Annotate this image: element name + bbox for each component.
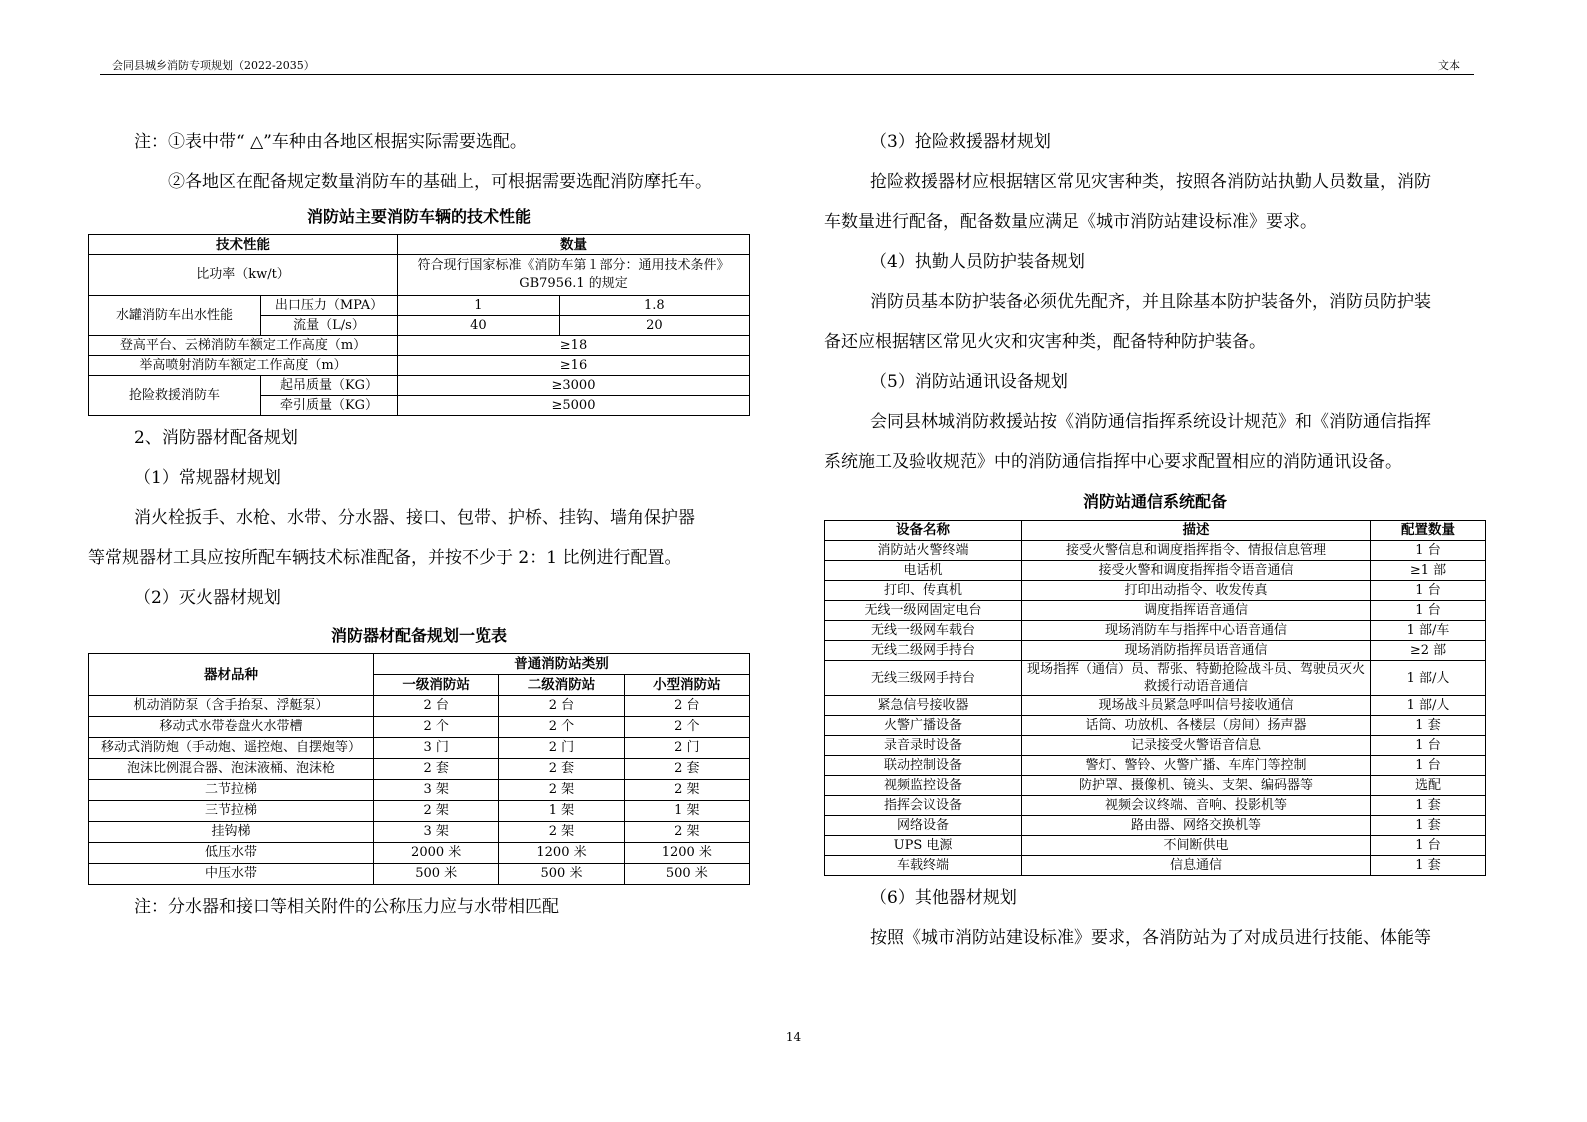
page-header: [100, 56, 1474, 75]
level1-qty: 2 个: [374, 717, 499, 738]
device-name: 无线三级网手持台: [825, 661, 1022, 696]
tow-label: 牵引质量（KG）: [261, 396, 398, 416]
table3-title: 消防站通信系统配备: [1082, 492, 1227, 511]
table-row: [825, 856, 1486, 876]
device-name: 消防站火警终端: [825, 541, 1022, 561]
section-2-2: （2）灭火器材规划: [134, 588, 281, 608]
para-3b: 车数量进行配备，配备数量应满足《城市消防站建设标准》要求。: [824, 212, 1317, 232]
device-qty: 1 部/人: [1371, 696, 1486, 716]
small-qty: 2 台: [624, 696, 749, 717]
equipment-name: 挂钩梯: [89, 822, 374, 843]
note-2: ②各地区在配备规定数量消防车的基础上，可根据需要选配消防摩托车。: [168, 172, 712, 192]
para-3a: 抢险救援器材应根据辖区常见灾害种类，按照各消防站执勤人员数量，消防: [870, 172, 1431, 192]
equipment-name: 移动式水带卷盘火水带槽: [89, 717, 374, 738]
table1-header-quantity: 数量: [398, 235, 750, 255]
device-qty: 1 部/人: [1371, 661, 1486, 696]
device-name: 网络设备: [825, 816, 1022, 836]
header-label: 文本: [1438, 59, 1460, 72]
level1-qty: 2 架: [374, 801, 499, 822]
table-row: [825, 561, 1486, 581]
device-desc: 接受火警信息和调度指挥指令、情报信息管理: [1022, 541, 1371, 561]
left-column: [88, 122, 750, 927]
device-name: 车载终端: [825, 856, 1022, 876]
small-qty: 500 米: [624, 864, 749, 885]
device-qty: 1 台: [1371, 601, 1486, 621]
level1-qty: 2000 米: [374, 843, 499, 864]
table2-header-level2: 二级消防站: [499, 675, 624, 696]
table2-header-small: 小型消防站: [624, 675, 749, 696]
para-4b: 备还应根据辖区常见火灾和灾害种类，配备特种防护装备。: [824, 332, 1266, 352]
table-row: [825, 816, 1486, 836]
device-name: 无线二级网手持台: [825, 641, 1022, 661]
table-row: [825, 696, 1486, 716]
device-name: UPS 电源: [825, 836, 1022, 856]
small-qty: 2 套: [624, 759, 749, 780]
table-row: [825, 756, 1486, 776]
table-row: [89, 843, 750, 864]
table-row: [89, 822, 750, 843]
equipment-name: 机动消防泵（含手抬泵、浮艇泵）: [89, 696, 374, 717]
section-6: （6）其他器材规划: [870, 888, 1017, 908]
table3-header-qty: 配置数量: [1371, 521, 1486, 541]
device-desc: 现场指挥（通信）员、帮张、特勤抢险战斗员、驾驶员灭火救援行动语音通信: [1022, 661, 1371, 696]
para-5a: 会同县林城消防救援站按《消防通信指挥系统设计规范》和《消防通信指挥: [870, 412, 1431, 432]
device-desc: 调度指挥语音通信: [1022, 601, 1371, 621]
device-desc: 路由器、网络交换机等: [1022, 816, 1371, 836]
small-qty: 2 架: [624, 822, 749, 843]
table-row: [89, 759, 750, 780]
level2-qty: 2 台: [499, 696, 624, 717]
equipment-name: 低压水带: [89, 843, 374, 864]
level2-qty: 2 架: [499, 822, 624, 843]
level1-qty: 500 米: [374, 864, 499, 885]
table-row: [825, 836, 1486, 856]
communication-table: [824, 520, 1486, 876]
rescue-label: 抢险救援消防车: [89, 376, 261, 416]
header-title: 会同县城乡消防专项规划（2022-2035）: [112, 59, 315, 72]
section-2: 2、消防器材配备规划: [134, 428, 298, 448]
device-name: 紧急信号接收器: [825, 696, 1022, 716]
device-qty: 1 套: [1371, 856, 1486, 876]
device-qty: ≥2 部: [1371, 641, 1486, 661]
para-6: 按照《城市消防站建设标准》要求，各消防站为了对成员进行技能、体能等: [870, 928, 1431, 948]
table-row: [89, 864, 750, 885]
section-3: （3）抢险救援器材规划: [870, 132, 1051, 152]
device-qty: 1 套: [1371, 716, 1486, 736]
small-qty: 2 门: [624, 738, 749, 759]
table-row: [825, 581, 1486, 601]
device-desc: 接受火警和调度指挥指令语音通信: [1022, 561, 1371, 581]
device-desc: 记录接受火警语音信息: [1022, 736, 1371, 756]
para-4a: 消防员基本防护装备必须优先配齐，并且除基本防护装备外，消防员防护装: [870, 292, 1431, 312]
spray-value: ≥16: [398, 356, 750, 376]
table-row: [89, 780, 750, 801]
table-row: [89, 717, 750, 738]
note-1: 注：①表中带“ △”车种由各地区根据实际需要选配。: [134, 132, 527, 152]
device-desc: 视频会议终端、音响、投影机等: [1022, 796, 1371, 816]
device-desc: 现场消防车与指挥中心语音通信: [1022, 621, 1371, 641]
power-value: 符合现行国家标准《消防车第１部分：通用技术条件》GB7956.1 的规定: [398, 255, 750, 296]
level2-qty: 2 个: [499, 717, 624, 738]
small-qty: 1200 米: [624, 843, 749, 864]
device-qty: 1 台: [1371, 541, 1486, 561]
communication-table-body: [825, 541, 1486, 876]
table2-header-item: 器材品种: [89, 654, 374, 696]
pressure-value-1: 1: [398, 296, 560, 316]
table-row: [825, 776, 1486, 796]
small-qty: 2 个: [624, 717, 749, 738]
device-qty: 选配: [1371, 776, 1486, 796]
table1-title: 消防站主要消防车辆的技术性能: [306, 207, 531, 226]
table-row: [89, 696, 750, 717]
device-name: 火警广播设备: [825, 716, 1022, 736]
device-desc: 打印出动指令、收发传真: [1022, 581, 1371, 601]
tow-value: ≥5000: [398, 396, 750, 416]
device-desc: 话筒、功放机、各楼层（房间）扬声器: [1022, 716, 1371, 736]
note-3: 注：分水器和接口等相关附件的公称压力应与水带相匹配: [134, 897, 559, 917]
level2-qty: 1200 米: [499, 843, 624, 864]
device-qty: 1 台: [1371, 836, 1486, 856]
small-qty: 2 架: [624, 780, 749, 801]
right-column: [824, 122, 1486, 958]
para-5b: 系统施工及验收规范》中的消防通信指挥中心要求配置相应的消防通讯设备。: [824, 452, 1402, 472]
level1-qty: 3 架: [374, 822, 499, 843]
section-5: （5）消防站通讯设备规划: [870, 372, 1068, 392]
device-qty: 1 部/车: [1371, 621, 1486, 641]
table-row: [89, 801, 750, 822]
table-row: [825, 601, 1486, 621]
section-4: （4）执勤人员防护装备规划: [870, 252, 1085, 272]
level2-qty: 500 米: [499, 864, 624, 885]
small-qty: 1 架: [624, 801, 749, 822]
flow-label: 流量（L/s）: [261, 316, 398, 336]
table1-header-performance: 技术性能: [89, 235, 398, 255]
table2-title: 消防器材配备规划一览表: [330, 626, 507, 645]
flow-value-2: 20: [559, 316, 749, 336]
level2-qty: 1 架: [499, 801, 624, 822]
device-qty: 1 套: [1371, 796, 1486, 816]
device-name: 视频监控设备: [825, 776, 1022, 796]
equipment-table-body: [89, 696, 750, 885]
ladder-value: ≥18: [398, 336, 750, 356]
device-name: 录音录时设备: [825, 736, 1022, 756]
device-qty: ≥1 部: [1371, 561, 1486, 581]
device-name: 打印、传真机: [825, 581, 1022, 601]
table2-header-group: 普通消防站类别: [374, 654, 750, 675]
level2-qty: 2 套: [499, 759, 624, 780]
device-desc: 信息通信: [1022, 856, 1371, 876]
equipment-table: [88, 653, 750, 885]
pressure-label: 出口压力（MPA）: [261, 296, 398, 316]
level1-qty: 2 台: [374, 696, 499, 717]
device-desc: 不间断供电: [1022, 836, 1371, 856]
vehicle-performance-table: [88, 234, 750, 416]
lift-label: 起吊质量（KG）: [261, 376, 398, 396]
device-name: 电话机: [825, 561, 1022, 581]
table2-header-level1: 一级消防站: [374, 675, 499, 696]
level2-qty: 2 门: [499, 738, 624, 759]
device-desc: 警灯、警铃、火警广播、车库门等控制: [1022, 756, 1371, 776]
device-qty: 1 台: [1371, 581, 1486, 601]
level1-qty: 3 架: [374, 780, 499, 801]
equipment-name: 二节拉梯: [89, 780, 374, 801]
level1-qty: 3 门: [374, 738, 499, 759]
lift-value: ≥3000: [398, 376, 750, 396]
water-label: 水罐消防车出水性能: [89, 296, 261, 336]
device-qty: 1 台: [1371, 756, 1486, 776]
page-number: 14: [785, 1030, 802, 1044]
para-1: 消火栓扳手、水枪、水带、分水器、接口、包带、护桥、挂钩、墙角保护器: [134, 508, 695, 528]
table-row: [825, 736, 1486, 756]
table-row: [89, 738, 750, 759]
device-name: 无线一级网固定电台: [825, 601, 1022, 621]
table-row: [825, 796, 1486, 816]
flow-value-1: 40: [398, 316, 560, 336]
table-row: [825, 716, 1486, 736]
device-desc: 现场战斗员紧急呼叫信号接收通信: [1022, 696, 1371, 716]
device-qty: 1 套: [1371, 816, 1486, 836]
level1-qty: 2 套: [374, 759, 499, 780]
equipment-name: 三节拉梯: [89, 801, 374, 822]
device-name: 无线一级网车载台: [825, 621, 1022, 641]
pressure-value-2: 1.8: [559, 296, 749, 316]
table-row: [825, 541, 1486, 561]
power-label: 比功率（kw/t）: [89, 255, 398, 296]
equipment-name: 移动式消防炮（手动炮、遥控炮、自摆炮等）: [89, 738, 374, 759]
table-row: [825, 661, 1486, 696]
device-name: 联动控制设备: [825, 756, 1022, 776]
spray-label: 举高喷射消防车额定工作高度（m）: [89, 356, 398, 376]
equipment-name: 中压水带: [89, 864, 374, 885]
level2-qty: 2 架: [499, 780, 624, 801]
table-row: [825, 641, 1486, 661]
table3-header-desc: 描述: [1022, 521, 1371, 541]
table3-header-device: 设备名称: [825, 521, 1022, 541]
equipment-name: 泡沫比例混合器、泡沫液桶、泡沫枪: [89, 759, 374, 780]
table-row: [825, 621, 1486, 641]
device-name: 指挥会议设备: [825, 796, 1022, 816]
para-2: 等常规器材工具应按所配车辆技术标准配备，并按不少于 2：1 比例进行配置。: [88, 548, 682, 568]
device-qty: 1 台: [1371, 736, 1486, 756]
device-desc: 防护罩、摄像机、镜头、支架、编码器等: [1022, 776, 1371, 796]
device-desc: 现场消防指挥员语音通信: [1022, 641, 1371, 661]
ladder-label: 登高平台、云梯消防车额定工作高度（m）: [89, 336, 398, 356]
section-2-1: （1）常规器材规划: [134, 468, 281, 488]
